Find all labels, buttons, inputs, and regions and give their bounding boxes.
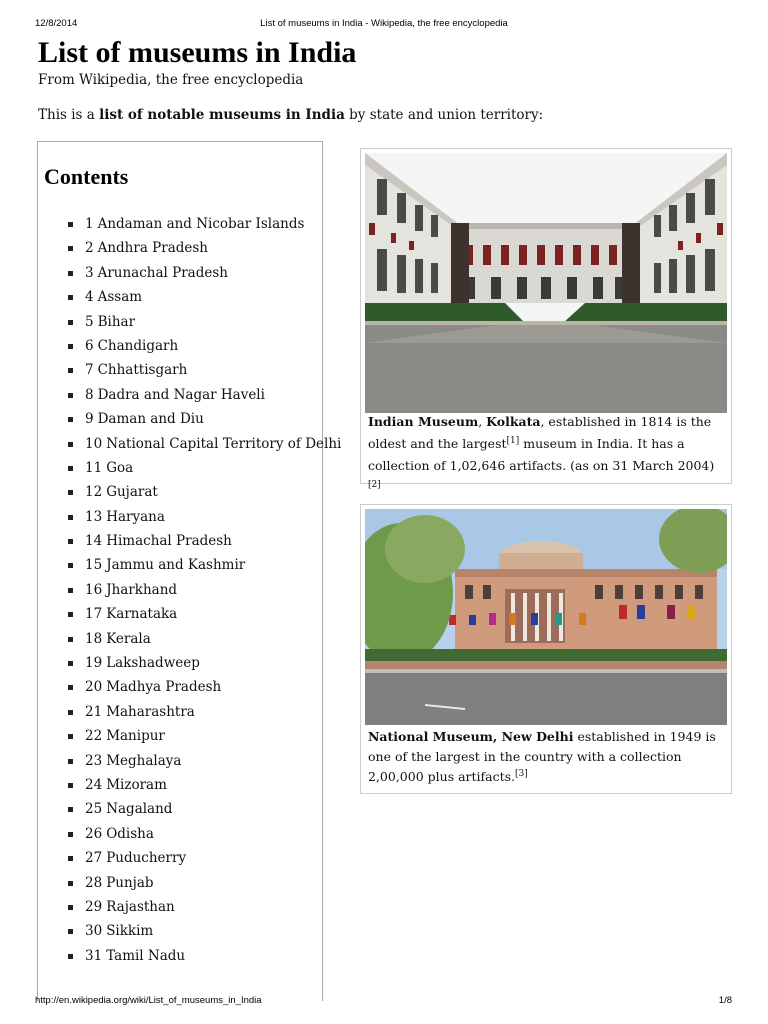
figure-caption-indian-museum [368,411,725,499]
figure-indian-museum [360,148,732,490]
toc-item-label[interactable]: Arunachal Pradesh [97,264,228,281]
bullet-icon [68,417,73,422]
toc-item[interactable] [38,432,341,456]
toc-item[interactable] [38,529,341,553]
toc-item-number: 23 [85,752,103,769]
toc-item-number: 26 [85,825,103,842]
bullet-icon [68,393,73,398]
toc-item-number: 13 [85,508,103,525]
toc-item-number: 25 [85,801,103,818]
toc-list [38,212,341,968]
toc-item-label[interactable]: Goa [106,459,134,476]
print-page-title: List of museums in India - Wikipedia, the free encyclopedia [260,18,508,29]
toc-item-label[interactable]: Jammu and Kashmir [106,557,246,574]
toc-item-label[interactable]: Mizoram [106,776,167,793]
reference-link-3[interactable]: [3] [515,768,528,779]
bullet-icon [68,759,73,764]
intro-suffix: by state and union territory: [344,107,544,123]
bullet-icon [68,881,73,886]
bullet-icon [68,929,73,934]
toc-item[interactable] [38,578,341,602]
toc-item[interactable] [38,358,341,382]
caption-text: established in 1949 is one of the largest in the country with a collection 2,00,000 plus artifacts. [368,729,716,784]
bullet-icon [68,222,73,227]
caption-link-indian-museum[interactable]: Indian Museum [368,414,479,429]
toc-item-label[interactable]: Andaman and Nicobar Islands [97,216,305,232]
bullet-icon [68,295,73,300]
bullet-icon [68,637,73,642]
bullet-icon [68,588,73,593]
toc-item-number: 30 [85,923,103,940]
toc-item-number: 7 [85,362,94,379]
toc-item-label[interactable]: Manipur [106,728,165,745]
national-museum-photo[interactable] [365,509,727,725]
bullet-icon [68,783,73,788]
toc-item[interactable] [38,627,341,651]
toc-title: Contents [44,164,129,189]
toc-item[interactable] [38,797,341,821]
toc-item[interactable] [38,334,341,358]
toc-item[interactable] [38,310,341,334]
toc-item-number: 3 [85,264,94,281]
toc-item-label[interactable]: Daman and Diu [97,411,204,428]
toc-item[interactable] [38,675,341,699]
intro-bold-link[interactable]: list of notable museums in India [99,107,345,123]
toc-item-label[interactable]: Sikkim [106,923,154,940]
toc-item[interactable] [38,724,341,748]
bullet-icon [68,515,73,520]
toc-item[interactable] [38,700,341,724]
toc-item-number: 20 [85,679,103,696]
toc-item-label[interactable]: Himachal Pradesh [106,533,232,550]
toc-item-number: 10 [85,435,103,452]
toc-item-number: 14 [85,533,103,550]
page-title: List of museums in India [38,36,357,69]
toc-item-number: 18 [85,630,103,647]
reference-link-2[interactable]: [2] [368,479,381,490]
toc-item-label[interactable]: Lakshadweep [106,655,200,672]
toc-item[interactable] [38,383,341,407]
toc-item[interactable] [38,505,341,529]
toc-item-number: 27 [85,850,103,867]
toc-item-number: 28 [85,874,103,891]
table-of-contents [37,141,342,1001]
toc-item-label[interactable]: Odisha [106,825,154,842]
toc-item-label[interactable]: Maharashtra [106,703,195,720]
page-tagline: From Wikipedia, the free encyclopedia [38,72,304,88]
caption-text: , established in 1814 is the oldest and the largest [368,414,712,451]
toc-item[interactable] [38,871,341,895]
toc-item[interactable] [38,651,341,675]
toc-item[interactable] [38,456,341,480]
caption-link-kolkata[interactable]: Kolkata [486,414,541,429]
toc-item-label[interactable]: National Capital Territory of Delhi [106,435,342,452]
print-url: http://en.wikipedia.org/wiki/List_of_museums_in_India [35,995,262,1006]
toc-item-label[interactable]: Nagaland [106,801,173,818]
toc-item-label[interactable]: Chhattisgarh [97,362,188,379]
caption-link-national-museum[interactable]: National Museum, New Delhi [368,729,574,744]
toc-item[interactable] [38,602,341,626]
toc-item-number: 1 [85,216,94,232]
bullet-icon [68,710,73,715]
toc-item-number: 21 [85,703,103,720]
intro-paragraph [38,107,543,123]
toc-item-number: 6 [85,337,94,354]
toc-item-number: 16 [85,581,103,598]
toc-item-number: 5 [85,313,94,330]
print-page-number: 1/8 [718,995,732,1006]
bullet-icon [68,271,73,276]
bullet-icon [68,612,73,617]
toc-item-number: 9 [85,411,94,428]
toc-item-number: 8 [85,386,94,403]
toc-item[interactable] [38,944,341,968]
bullet-icon [68,905,73,910]
bullet-icon [68,685,73,690]
intro-prefix: This is a [38,107,100,123]
toc-item-label[interactable]: Haryana [106,508,165,525]
toc-item[interactable] [38,846,341,870]
bullet-icon [68,344,73,349]
toc-item[interactable] [38,749,341,773]
toc-item-label[interactable]: Tamil Nadu [106,947,186,964]
toc-item-number: 31 [85,947,103,964]
toc-item-label[interactable]: Assam [97,289,143,306]
caption-separator: , [478,414,487,429]
print-date: 12/8/2014 [35,18,78,29]
figure-caption-national-museum [368,727,725,787]
toc-item[interactable] [38,285,341,309]
toc-item-label[interactable]: Kerala [106,630,151,647]
toc-item-number: 11 [85,459,103,476]
toc-item-number: 19 [85,655,103,672]
toc-item-label[interactable]: Chandigarh [97,337,179,354]
reference-link-1[interactable]: [1] [506,435,520,446]
toc-item-label[interactable]: Bihar [97,313,136,330]
toc-item[interactable] [38,480,341,504]
toc-item-label[interactable]: Rajasthan [106,898,175,915]
bullet-icon [68,246,73,251]
bullet-icon [68,807,73,812]
toc-item-number: 22 [85,728,103,745]
toc-item[interactable] [38,895,341,919]
toc-item[interactable] [38,261,341,285]
toc-item-number: 2 [85,240,94,257]
toc-item-label[interactable]: Madhya Pradesh [106,679,222,696]
toc-item-label[interactable]: Gujarat [106,484,158,501]
toc-item[interactable] [38,212,341,236]
toc-item-label[interactable]: Andhra Pradesh [97,240,209,257]
print-header [0,18,768,32]
toc-item-label[interactable]: Punjab [106,874,154,891]
toc-item-number: 29 [85,898,103,915]
toc-item[interactable] [38,822,341,846]
toc-item[interactable] [38,407,341,431]
figure-national-museum [360,504,732,794]
toc-item[interactable] [38,236,341,260]
bullet-icon [68,320,73,325]
toc-item-number: 4 [85,289,94,306]
bullet-icon [68,490,73,495]
bullet-icon [68,466,73,471]
bullet-icon [68,856,73,861]
toc-item[interactable] [38,773,341,797]
toc-item-label[interactable]: Puducherry [106,850,187,867]
print-footer [0,995,768,1009]
bullet-icon [68,661,73,666]
bullet-icon [68,734,73,739]
toc-item-number: 15 [85,557,103,574]
toc-item-label[interactable]: Jharkhand [106,581,178,598]
toc-item-number: 12 [85,484,103,501]
bullet-icon [68,954,73,959]
indian-museum-photo[interactable] [365,153,727,413]
toc-item-label[interactable]: Karnataka [106,606,178,623]
toc-item-label[interactable]: Meghalaya [106,752,182,769]
toc-item-number: 24 [85,776,103,793]
bullet-icon [68,563,73,568]
toc-item[interactable] [38,553,341,577]
bullet-icon [68,368,73,373]
caption-text: museum in India. It has a collection of 1,02,646 artifacts. (as on 31 March 2004) [368,436,715,473]
toc-item-number: 17 [85,606,103,623]
toc-item[interactable] [38,919,341,943]
bullet-icon [68,539,73,544]
bullet-icon [68,442,73,447]
toc-item-label[interactable]: Dadra and Nagar Haveli [97,386,265,403]
bullet-icon [68,832,73,837]
